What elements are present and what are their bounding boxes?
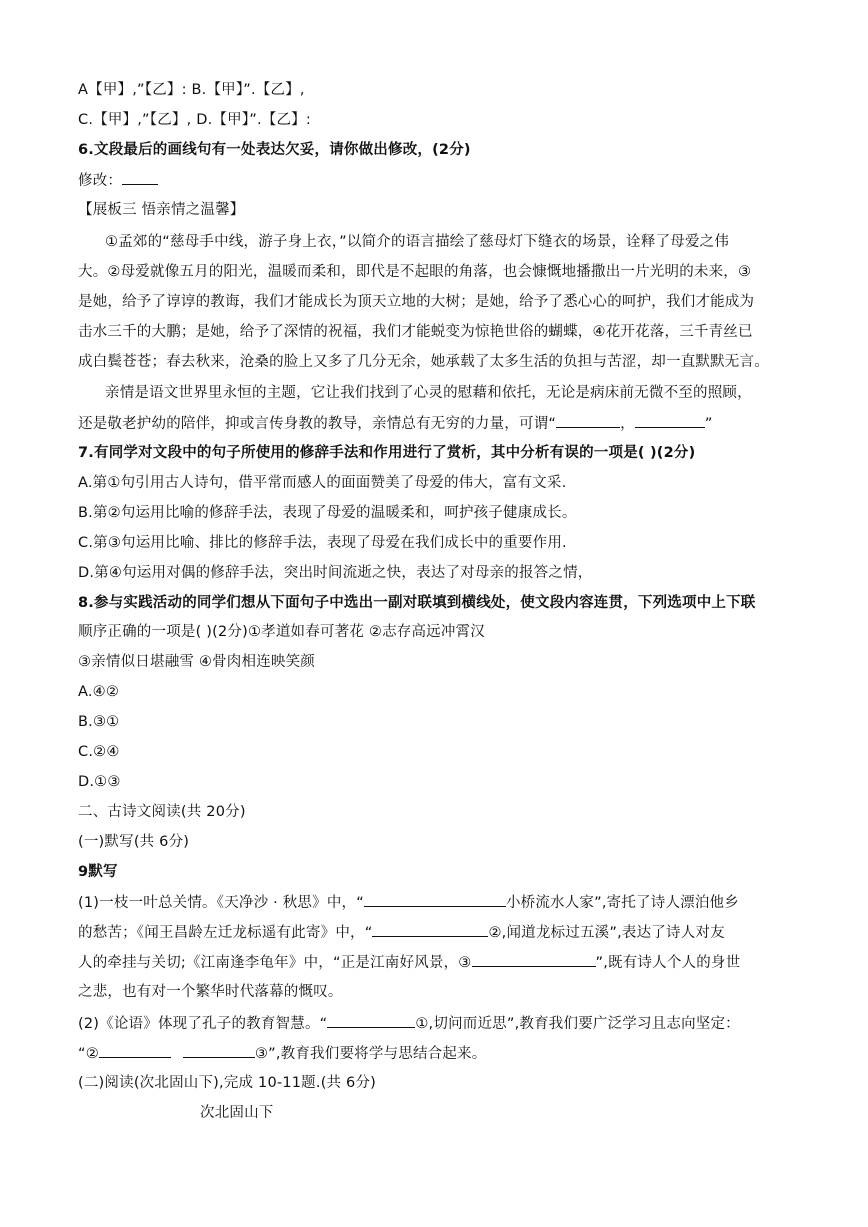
question-9: 9默写 [78,864,118,880]
comma: ， [620,416,635,432]
recite-blank-4 [327,1013,415,1028]
recite-line-2-text: 的愁苦；《闻王昌龄左迁龙标遥有此寄》中，“ [78,925,373,941]
subsection-2-heading: (二)阅读(次北固山下),完成 10-11题.(共 6分) [78,1075,377,1091]
q8-option-c: C.②④ [78,744,120,760]
q8-option-d: D.①③ [78,774,121,790]
recite-line-5-text: (2)《论语》体现了孔子的教育智慧。“ [78,1016,328,1032]
section-2-heading: 二、古诗文阅读(共 20分) [78,804,246,820]
q7-option-b: B.第②句运用比喻的修辞手法，表现了母爱的温暖柔和，呵护孩子健康成长。 [78,505,577,521]
recite-blank-2 [372,922,488,937]
q7-option-d: D.第④句运用对偶的修辞手法，突出时间流逝之快，表达了对母亲的报答之情， [78,565,593,581]
paragraph-line-4: 击水三千的大鹏；是她，给予了深情的祝福，我们才能蜕变为惊艳世俗的蝴蝶，④花开花落，三千青丝已 [78,324,753,340]
options-line-1: A【甲】,”【乙】: B.【甲】”.【乙】, [78,82,305,98]
recite-line-2 [78,922,725,943]
q8-option-b: B.③① [78,714,120,730]
recite-line-6-tail: ③”,教育我们要将学与思结合起来。 [254,1046,487,1062]
recite-line-3 [78,952,740,973]
question-8-line-2: 顺序正确的一项是( )(2分)①孝道如春可著花 ②志存高远冲霄汉 [78,624,485,640]
fix-line [78,170,158,191]
options-line-2: C.【甲】,”【乙】, D.【甲】”.【乙】: [78,112,311,128]
fix-label: 修改： [78,173,123,189]
recite-line-6-text: “② [78,1046,99,1062]
question-7: 7.有同学对文段中的句子所使用的修辞手法和作用进行了赏析，其中分析有误的一项是( )(2分) [78,445,696,461]
recite-line-6 [78,1043,486,1064]
question-8-line-3: ③亲情似日堪融雪 ④骨肉相连映笑颜 [78,654,316,670]
recite-blank-3 [472,952,596,967]
paragraph-line-6: 亲情是语文世界里永恒的主题，它让我们找到了心灵的慰藉和依托，无论是病床前无微不至的照顾， [105,385,752,401]
recite-line-2-tail: ②,闻道龙标过五溪”,表达了诗人对友 [488,925,725,941]
couplet-blank-2 [635,413,705,428]
recite-line-3-text: 人的牵挂与关切;《江南逢李龟年》中，“正是江南好风景，③ [78,955,472,971]
recite-blank-5 [99,1043,171,1058]
recite-blank-6 [183,1043,255,1058]
recite-line-1-text: (1)一枝一叶总关情。《天净沙 · 秋思》中，“ [78,895,364,911]
paragraph-line-7 [78,413,713,434]
q7-option-a: A.第①句引用古人诗句，借平常而感人的面面赞美了母爱的伟大，富有文采. [78,475,567,491]
paragraph-line-5: 成白鬓苍苍；春去秋来，沧桑的脸上又多了几分无余，她承载了太多生活的负担与苦涩，却一直默默无言。 [78,354,769,370]
couplet-blank-1 [556,413,620,428]
recite-line-1 [78,892,739,913]
recite-line-5-tail: ①,切问而近思”,教育我们要广泛学习且志向坚定： [415,1016,740,1032]
q7-option-c: C.第③句运用比喻、排比的修辞手法，表现了母爱在我们成长中的重要作用. [78,535,567,551]
paragraph-line-7-text: 还是敬老护幼的陪伴，抑或言传身教的教导，亲情总有无穷的力量，可谓“ [78,416,557,432]
q8-option-a: A.④② [78,684,120,700]
recite-line-5 [78,1013,740,1034]
paragraph-line-2: 大。②母爱就像五月的阳光，温暖而柔和，即代是不起眼的角落，也会慷慨地播撒出一片光明的未来，③ [78,264,752,280]
recite-line-4: 之悲，也有对一个繁华时代落幕的慨叹。 [78,984,343,1000]
recite-blank-1 [364,892,506,907]
recite-line-3-tail: ”,既有诗人个人的身世 [595,955,741,971]
recite-line-1-tail: 小桥流水人家”,寄托了诗人漂泊他乡 [505,895,739,911]
paragraph-line-1: ①孟郊的“慈母手中线，游子身上衣，”以简介的语言描绘了慈母灯下缝衣的场景，诠释了母爱之伟 [105,234,730,250]
question-6: 6.文段最后的画线句有一处表达欠妥，请你做出修改，(2分) [78,142,471,158]
close-quote: ” [704,416,713,432]
subsection-1-heading: (一)默写(共 6分) [78,834,190,850]
board-3-heading: 【展板三 悟亲情之温馨】 [78,202,245,218]
poem-title: 次北固山下 [200,1105,274,1121]
fix-blank [122,170,158,185]
question-8-line-1: 8.参与实践活动的同学们想从下面句子中选出一副对联填到横线处，使文段内容连贯，下列选项中上下联 [78,595,756,611]
paragraph-line-3: 是她，给予了谆谆的教诲，我们才能成长为顶天立地的大树；是她，给予了悉心心的呵护，我们才能成为 [78,294,755,310]
